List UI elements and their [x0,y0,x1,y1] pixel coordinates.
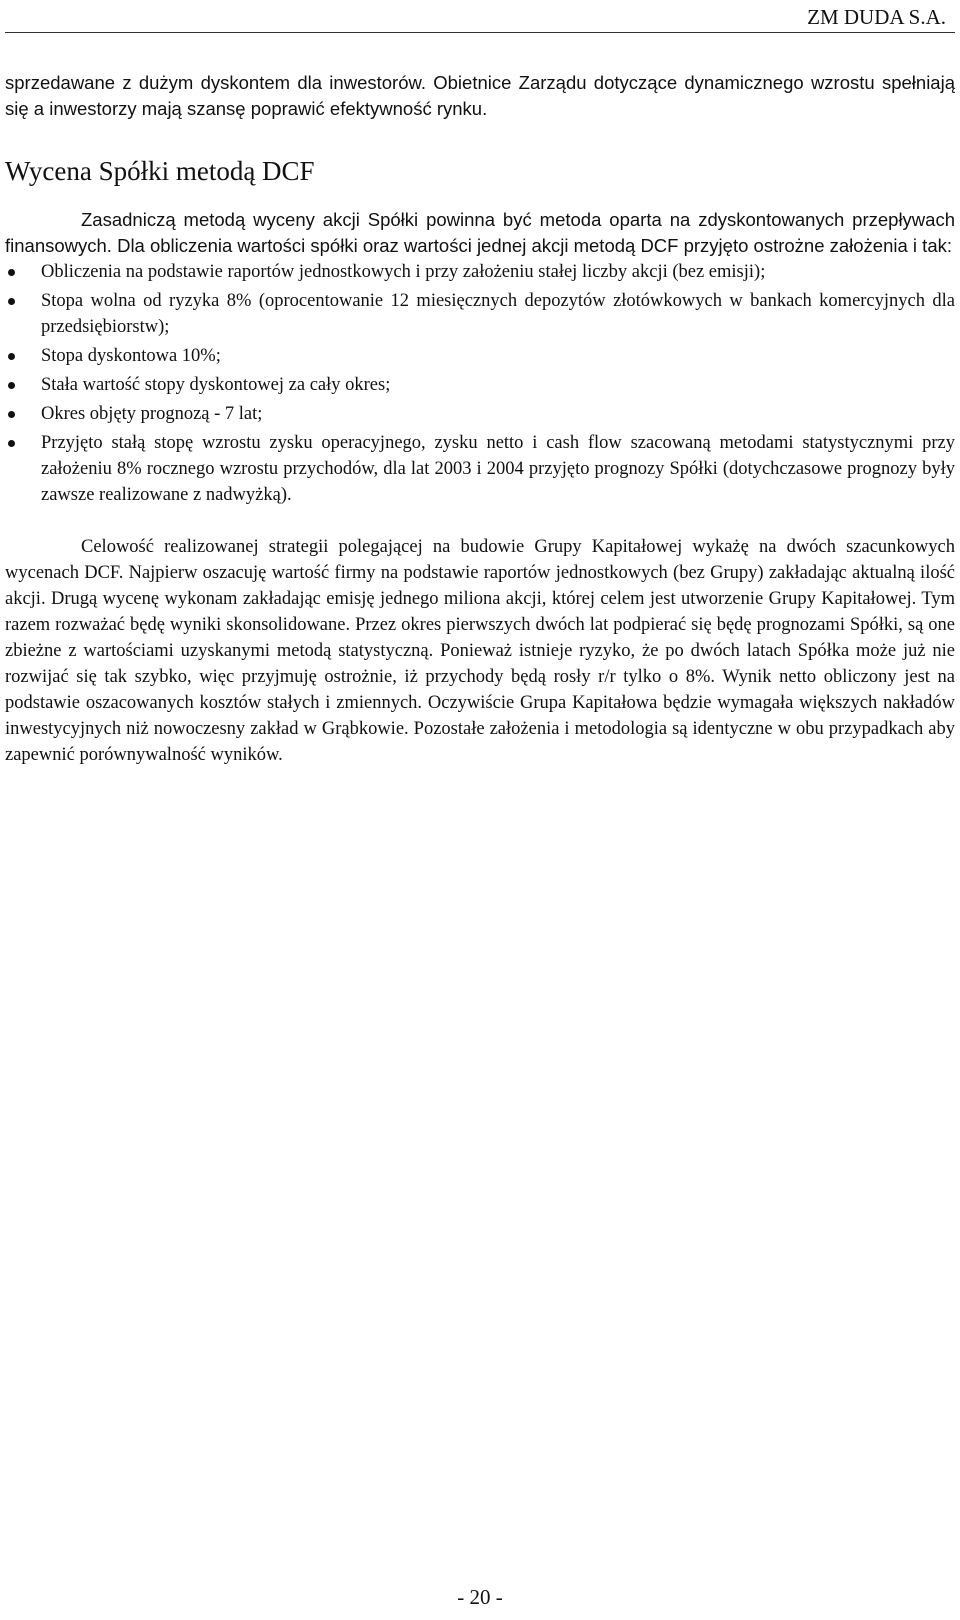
section-title: Wycena Spółki metodą DCF [5,156,315,186]
list-item [5,343,955,369]
list-item [5,259,955,285]
list-item [5,430,955,508]
intro-paragraph: sprzedawane z dużym dyskontem dla inwestorów. Obietnice Zarządu dotyczące dynamicznego wzrostu spełniają się a inwestorzy mają szansę poprawić efektywność rynku. [5,72,955,119]
list-item [5,288,955,340]
header-rule [5,32,955,33]
page-content [5,70,955,768]
list-item-text: Obliczenia na podstawie raportów jednostkowych i przy założeniu stałej liczby akcji (bez emisji); [41,262,766,282]
bullet-icon [8,440,15,447]
list-item-text: Przyjęto stałą stopę wzrostu zysku operacyjnego, zysku netto i cash flow szacowaną metodami statystycznymi przy założeniu 8% rocznego wzrostu przychodów, dla lat 2003 i 2004 przyjęto prognozy Spółki (dotychczasowe prognozy były zawsze realizowane z nadwyżką). [41,433,955,505]
list-item-text: Stała wartość stopy dyskontowej za cały okres; [41,375,391,395]
list-item-text: Okres objęty prognozą - 7 lat; [41,404,263,424]
bullet-icon [8,382,15,389]
bullet-icon [8,353,15,360]
bullet-icon [8,269,15,276]
list-item [5,372,955,398]
assumptions-list [5,259,955,508]
list-item-text: Stopa wolna od ryzyka 8% (oprocentowanie 12 miesięcznych depozytów złotówkowych w bankach komercyjnych dla przedsiębiorstw); [41,291,955,337]
page-number: - 20 - [457,1585,503,1609]
bullet-icon [8,298,15,305]
running-header: ZM DUDA S.A. [807,5,946,29]
list-item-text: Stopa dyskontowa 10%; [41,346,221,366]
list-item [5,401,955,427]
strategy-paragraph: Celowość realizowanej strategii polegającej na budowie Grupy Kapitałowej wykażę na dwóch szacunkowych wycenach DCF. Najpierw oszacuję wartość firmy na podstawie raportów jednostkowych (bez Grupy) zakładając aktualną ilość akcji. Drugą wycenę wykonam zakładając emisję jednego miliona akcji, której celem jest utworzenie Grupy Kapitałowej. Tym razem rozważać będę wyniki skonsolidowane. Przez okres pierwszych dwóch lat podpierać się będę prognozami Spółki, są one zbieżne z wartościami uzyskanymi metodą statystyczną. Ponieważ istnieje ryzyko, że po dwóch latach Spółka może już nie rozwijać się tak szybko, więc przyjmuję ostrożnie, iż przychody będą rosły r/r tylko o 8%. Wynik netto obliczony jest na podstawie oszacowanych kosztów stałych i zmiennych. Oczywiście Grupa Kapitałowa będzie wymagała większych nakładów inwestycyjnych niż nowoczesny zakład w Grąbkowie. Pozostałe założenia i metodologia są identyczne w obu przypadkach aby zapewnić porównywalność wyników. [5,537,955,765]
dcf-intro-paragraph: Zasadniczą metodą wyceny akcji Spółki powinna być metoda oparta na zdyskontowanych przepływach finansowych. Dla obliczenia wartości spółki oraz wartości jednej akcji metodą DCF przyjęto ostrożne założenia i tak: [5,209,955,256]
bullet-icon [8,411,15,418]
